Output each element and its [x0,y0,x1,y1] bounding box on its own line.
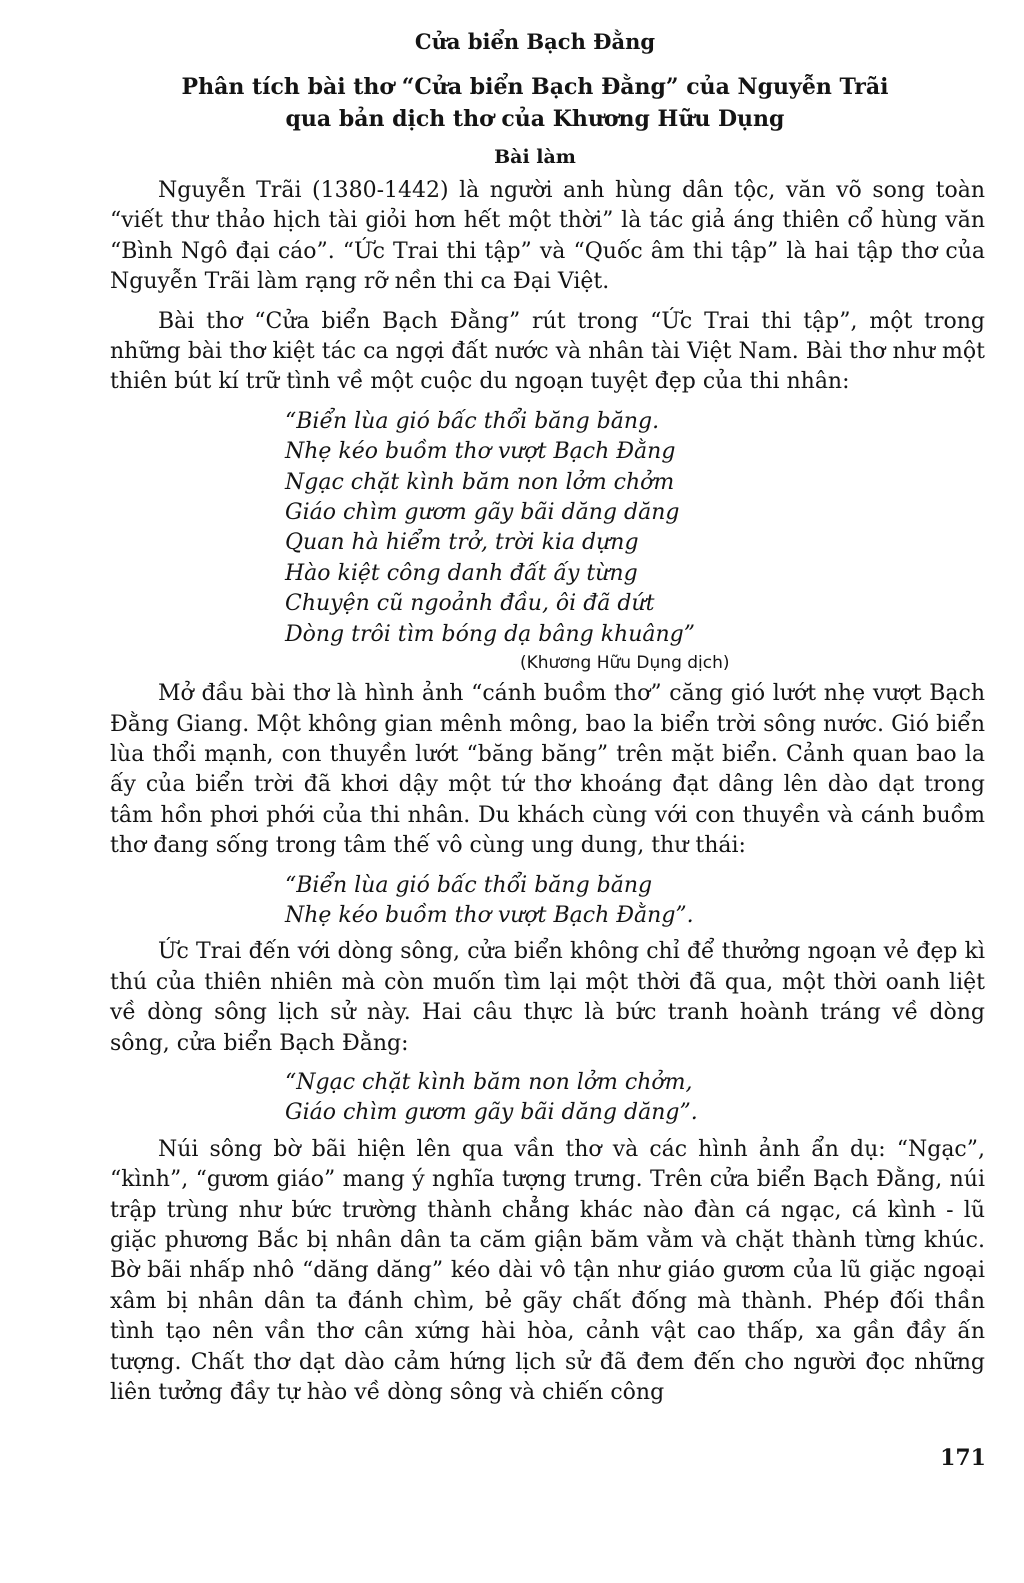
poem-line: Ngạc chặt kình băm non lởm chởm [285,469,675,495]
paragraph-intro: Nguyễn Trãi (1380-1442) là người anh hùng dân tộc, văn võ song toàn “viết thư thảo hịch tài giỏi hơn hết một thời” là tác giả áng thiên cổ hùng văn “Bình Ngô đại cáo”. “Ức Trai thi tập” và “Quốc âm thi tập” là hai tập thơ của Nguyễn Trãi làm rạng rỡ nền thi ca Đại Việt. [110,178,985,295]
page-title: Cửa biển Bạch Đằng [414,29,656,54]
paragraph-analysis-2: Ức Trai đến với dòng sông, cửa biển không chỉ để thưởng ngoạn vẻ đẹp kì thú của thiên nhiên mà còn muốn tìm lại một thời đã qua, một thời oanh liệt về dòng sông lịch sử này. Hai câu thực là bức tranh hoành tráng về dòng sông, cửa biển Bạch Đằng: [110,939,985,1056]
poem-line: Giáo chìm gươm gãy bãi dăng dăng”. [285,1100,698,1126]
poem-line: Nhẹ kéo buồm thơ vượt Bạch Đằng [285,439,676,465]
poem-line: Chuyện cũ ngoảnh đầu, ôi đã dứt [285,591,655,617]
paragraph-analysis-1: Mở đầu bài thơ là hình ảnh “cánh buồm thơ” căng gió lướt nhẹ vượt Bạch Đằng Giang. Một không gian mênh mông, bao la biển trời sông nước. Gió biển lùa thổi mạnh, con thuyền lướt “băng băng” trên mặt biển. Cảnh quan bao la ấy của biển trời đã khơi dậy một tứ thơ khoáng đạt dâng lên dào dạt trong tâm hồn phơi phới của thi nhân. Du khách cùng với con thuyền và cánh buồm thơ đang sống trong tâm thế vô cùng ung dung, thư thái: [110,681,985,859]
poem-line: “Ngạc chặt kình băm non lởm chởm, [285,1069,693,1095]
poem-line: Dòng trôi tìm bóng dạ bâng khuâng” [285,621,695,647]
poem-full-text [285,407,985,650]
poem-excerpt-1 [285,871,985,932]
page-number: 171 [940,1445,986,1471]
poem-translator-credit: (Khương Hữu Dụng dịch) [520,653,730,674]
poem-line: “Biển lùa gió bấc thổi băng băng. [285,408,660,434]
paragraph-poem-intro: Bài thơ “Cửa biển Bạch Đằng” rút trong “Ức Trai thi tập”, một trong những bài thơ kiệt tác ca ngợi đất nước và nhân tài Việt Nam. Bài thơ như một thiên bút kí trữ tình về một cuộc du ngoạn tuyệt đẹp của thi nhân: [110,308,985,395]
poem-excerpt-2 [285,1068,985,1129]
poem-line: Quan hà hiểm trở, trời kia dựng [285,530,639,556]
poem-line: “Biển lùa gió bấc thổi băng băng [285,872,653,898]
essay-subtitle-line-2: qua bản dịch thơ của Khương Hữu Dụng [285,106,785,132]
essay-label: Bài làm [494,146,576,168]
essay-subtitle-line-1: Phân tích bài thơ “Cửa biển Bạch Đằng” của Nguyễn Trãi [181,74,889,100]
poem-line: Nhẹ kéo buồm thơ vượt Bạch Đằng”. [285,902,694,928]
paragraph-analysis-3: Núi sông bờ bãi hiện lên qua vần thơ và các hình ảnh ẩn dụ: “Ngạc”, “kình”, “gươm giáo” mang ý nghĩa tượng trưng. Trên cửa biển Bạch Đằng, núi trập trùng như bức trường thành chẳng khác nào đàn cá ngạc, cá kình - lũ giặc phương Bắc bị nhân dân ta căm giận băm vằm và chặt thành từng khúc. Bờ bãi nhấp nhô “dăng dăng” kéo dài vô tận như giáo gươm của lũ giặc ngoại xâm bị nhân dân ta đánh chìm, bẻ gãy chất đống mà thành. Phép đối thần tình tạo nên vần thơ cân xứng hài hòa, cảnh vật cao thấp, xa gần đầy ấn tượng. Chất thơ dạt dào cảm hứng lịch sử đã đem đến cho người đọc những liên tưởng đầy tự hào về dòng sông và chiến công [110,1136,985,1406]
poem-line: Giáo chìm gươm gãy bãi dăng dăng [285,500,680,526]
poem-line: Hào kiệt công danh đất ấy từng [285,560,638,586]
essay-body [110,176,985,1417]
